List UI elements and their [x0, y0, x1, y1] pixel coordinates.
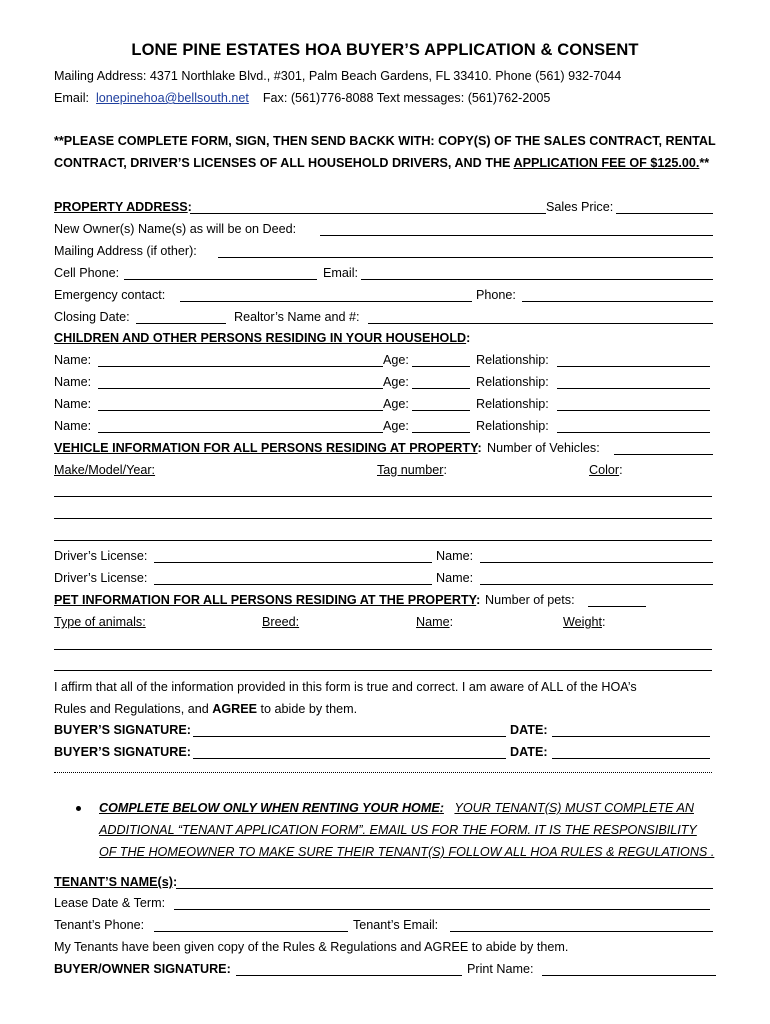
fax-text: Fax: (561)776-8088 Text messages: (561)762-2005 [262, 91, 551, 105]
affirm-text: Rules and Regulations, and [54, 702, 213, 716]
property-address-field[interactable] [190, 213, 546, 214]
color-text: Color [589, 463, 620, 477]
instructions-text: CONTRACT, DRIVER’S LICENSES OF ALL HOUSEHOLD DRIVERS, AND THE [54, 156, 514, 170]
realtor-field[interactable] [368, 323, 713, 324]
child-relationship-label: Relationship: [476, 353, 549, 367]
child-name-field[interactable] [98, 432, 383, 433]
child-age-field[interactable] [412, 366, 470, 367]
child-relationship-field[interactable] [557, 388, 710, 389]
tenant-rules-statement: My Tenants have been given copy of the Rules & Regulations and AGREE to abide by them. [54, 940, 569, 954]
sales-price-label: Sales Price: [546, 200, 614, 214]
pet-count-label: Number of pets: [485, 593, 575, 607]
pet-heading-colon: : [476, 593, 481, 607]
driver-name-label: Name: [436, 571, 474, 585]
child-relationship-label: Relationship: [476, 397, 549, 411]
tenant-names-field[interactable] [176, 888, 713, 889]
lease-date-field[interactable] [174, 909, 710, 910]
child-name-field[interactable] [98, 388, 383, 389]
children-heading-text: CHILDREN AND OTHER PERSONS RESIDING IN YOUR HOUSEHOLD [54, 331, 467, 345]
child-age-label: Age: [383, 397, 409, 411]
owner-signature-field[interactable] [236, 975, 462, 976]
child-name-label: Name: [54, 353, 92, 367]
children-heading-colon: : [466, 331, 471, 345]
child-age-field[interactable] [412, 410, 470, 411]
rental-line-2: ADDITIONAL “TENANT APPLICATION FORM”. EMAIL US FOR THE FORM. IT IS THE RESPONSIBILITY [99, 823, 697, 837]
pet-name-text: Name [416, 615, 450, 629]
pet-breed-label: Breed: [262, 615, 300, 629]
tenant-email-label: Tenant’s Email: [353, 918, 439, 932]
affirm-agree: AGREE [212, 702, 258, 716]
pet-line-2[interactable] [54, 670, 712, 671]
mailing-address: Mailing Address: 4371 Northlake Blvd., #301, Palm Beach Gardens, FL 33410. Phone (561) 932-7044 [54, 69, 622, 83]
rental-line-3: OF THE HOMEOWNER TO MAKE SURE THEIR TENANT(S) FOLLOW ALL HOA RULES & REGULATIONS . [99, 845, 715, 859]
vehicle-heading-text: VEHICLE INFORMATION FOR ALL PERSONS RESIDING AT PROPERTY [54, 441, 478, 455]
driver-name-label: Name: [436, 549, 474, 563]
application-fee: APPLICATION FEE OF $125.00. [513, 156, 700, 170]
child-name-label: Name: [54, 375, 92, 389]
tenant-names-label [54, 874, 177, 890]
vehicle-heading [54, 440, 482, 456]
rental-tenant-note: YOUR TENANT(S) MUST COMPLETE AN [454, 801, 694, 815]
rental-line-1 [99, 800, 694, 816]
color-label [589, 462, 623, 478]
driver-name-field[interactable] [480, 562, 713, 563]
drivers-license-field[interactable] [154, 562, 432, 563]
emergency-contact-label: Emergency contact: [54, 288, 166, 302]
child-age-field[interactable] [412, 432, 470, 433]
new-owners-label: New Owner(s) Name(s) as will be on Deed: [54, 222, 297, 236]
mailing-other-label: Mailing Address (if other): [54, 244, 197, 258]
pet-name-colon: : [449, 615, 454, 629]
color-colon: : [619, 463, 623, 477]
instructions-line-1: **PLEASE COMPLETE FORM, SIGN, THEN SEND BACKK WITH: COPY(S) OF THE SALES CONTRACT, RENTAL [54, 134, 716, 148]
buyer-signature-label: BUYER’S SIGNATURE: [54, 745, 191, 759]
property-address-colon: : [187, 200, 192, 214]
vehicle-line-1[interactable] [54, 496, 712, 497]
child-name-label: Name: [54, 419, 92, 433]
bullet-icon [76, 806, 81, 811]
vehicle-line-3[interactable] [54, 540, 712, 541]
vehicle-heading-colon: : [477, 441, 482, 455]
emergency-contact-field[interactable] [180, 301, 472, 302]
print-name-label: Print Name: [467, 962, 534, 976]
emergency-phone-field[interactable] [522, 301, 713, 302]
child-relationship-field[interactable] [557, 432, 710, 433]
email-field[interactable] [361, 279, 713, 280]
emergency-phone-label: Phone: [476, 288, 516, 302]
child-name-field[interactable] [98, 366, 383, 367]
child-relationship-field[interactable] [557, 410, 710, 411]
cell-phone-label: Cell Phone: [54, 266, 120, 280]
child-age-label: Age: [383, 353, 409, 367]
buyer-signature-field[interactable] [193, 736, 506, 737]
drivers-license-field[interactable] [154, 584, 432, 585]
email-link[interactable]: lonepinehoa@bellsouth.net [96, 91, 249, 105]
pet-line-1[interactable] [54, 649, 712, 650]
tag-number-label [377, 462, 447, 478]
buyer-signature-field[interactable] [193, 758, 506, 759]
page-title: LONE PINE ESTATES HOA BUYER’S APPLICATION & CONSENT [131, 41, 639, 59]
dotted-divider [54, 772, 712, 773]
pet-heading-text: PET INFORMATION FOR ALL PERSONS RESIDING AT THE PROPERTY [54, 593, 477, 607]
child-age-label: Age: [383, 375, 409, 389]
property-address-label [54, 199, 192, 215]
tag-number-text: Tag number [377, 463, 444, 477]
tenant-email-field[interactable] [450, 931, 713, 932]
vehicle-line-2[interactable] [54, 518, 712, 519]
vehicle-count-label: Number of Vehicles: [487, 441, 600, 455]
realtor-label: Realtor’s Name and #: [234, 310, 360, 324]
email-label: Email: [54, 91, 89, 105]
pet-heading [54, 592, 480, 608]
make-model-year-label: Make/Model/Year: [54, 463, 156, 477]
children-heading [54, 330, 470, 346]
affirm-end: to abide by them. [257, 702, 358, 716]
mailing-other-field[interactable] [218, 257, 713, 258]
child-relationship-field[interactable] [557, 366, 710, 367]
buyer-date-label: DATE: [510, 723, 548, 737]
tenant-phone-field[interactable] [154, 931, 348, 932]
child-age-field[interactable] [412, 388, 470, 389]
cell-phone-field[interactable] [124, 279, 317, 280]
vehicle-count-field[interactable] [614, 454, 713, 455]
property-address-heading: PROPERTY ADDRESS [54, 200, 188, 214]
child-name-label: Name: [54, 397, 92, 411]
instructions-line-2 [54, 155, 709, 171]
child-age-label: Age: [383, 419, 409, 433]
buyer-signature-label: BUYER’S SIGNATURE: [54, 723, 191, 737]
drivers-license-label: Driver’s License: [54, 549, 148, 563]
driver-name-field[interactable] [480, 584, 713, 585]
child-relationship-label: Relationship: [476, 375, 549, 389]
tag-number-colon: : [443, 463, 448, 477]
rental-lead: COMPLETE BELOW ONLY WHEN RENTING YOUR HOME: [99, 801, 444, 815]
child-relationship-label: Relationship: [476, 419, 549, 433]
tenant-names-text: TENANT’S NAME(s) [54, 875, 173, 889]
drivers-license-label: Driver’s License: [54, 571, 148, 585]
closing-date-field[interactable] [136, 323, 226, 324]
buyer-date-field[interactable] [552, 736, 710, 737]
pet-weight-text: Weight [563, 615, 602, 629]
pet-type-label: Type of animals: [54, 615, 146, 629]
tenant-names-colon: : [172, 875, 178, 889]
sales-price-field[interactable] [616, 213, 713, 214]
contact-line [54, 90, 550, 106]
pet-count-field[interactable] [588, 606, 646, 607]
print-name-field[interactable] [542, 975, 716, 976]
instructions-end: ** [699, 156, 710, 170]
child-name-field[interactable] [98, 410, 383, 411]
owner-signature-label: BUYER/OWNER SIGNATURE: [54, 962, 231, 976]
pet-weight-label [563, 614, 605, 630]
affirm-line-2 [54, 701, 357, 717]
buyer-date-field[interactable] [552, 758, 710, 759]
lease-date-label: Lease Date & Term: [54, 896, 166, 910]
email-field-label: Email: [323, 266, 358, 280]
tenant-phone-label: Tenant’s Phone: [54, 918, 145, 932]
new-owners-field[interactable] [320, 235, 713, 236]
pet-weight-colon: : [601, 615, 606, 629]
closing-date-label: Closing Date: [54, 310, 130, 324]
affirm-line-1: I affirm that all of the information provided in this form is true and correct. I am aware of ALL of the HOA’s [54, 680, 637, 694]
pet-name-label [416, 614, 453, 630]
buyer-date-label: DATE: [510, 745, 548, 759]
